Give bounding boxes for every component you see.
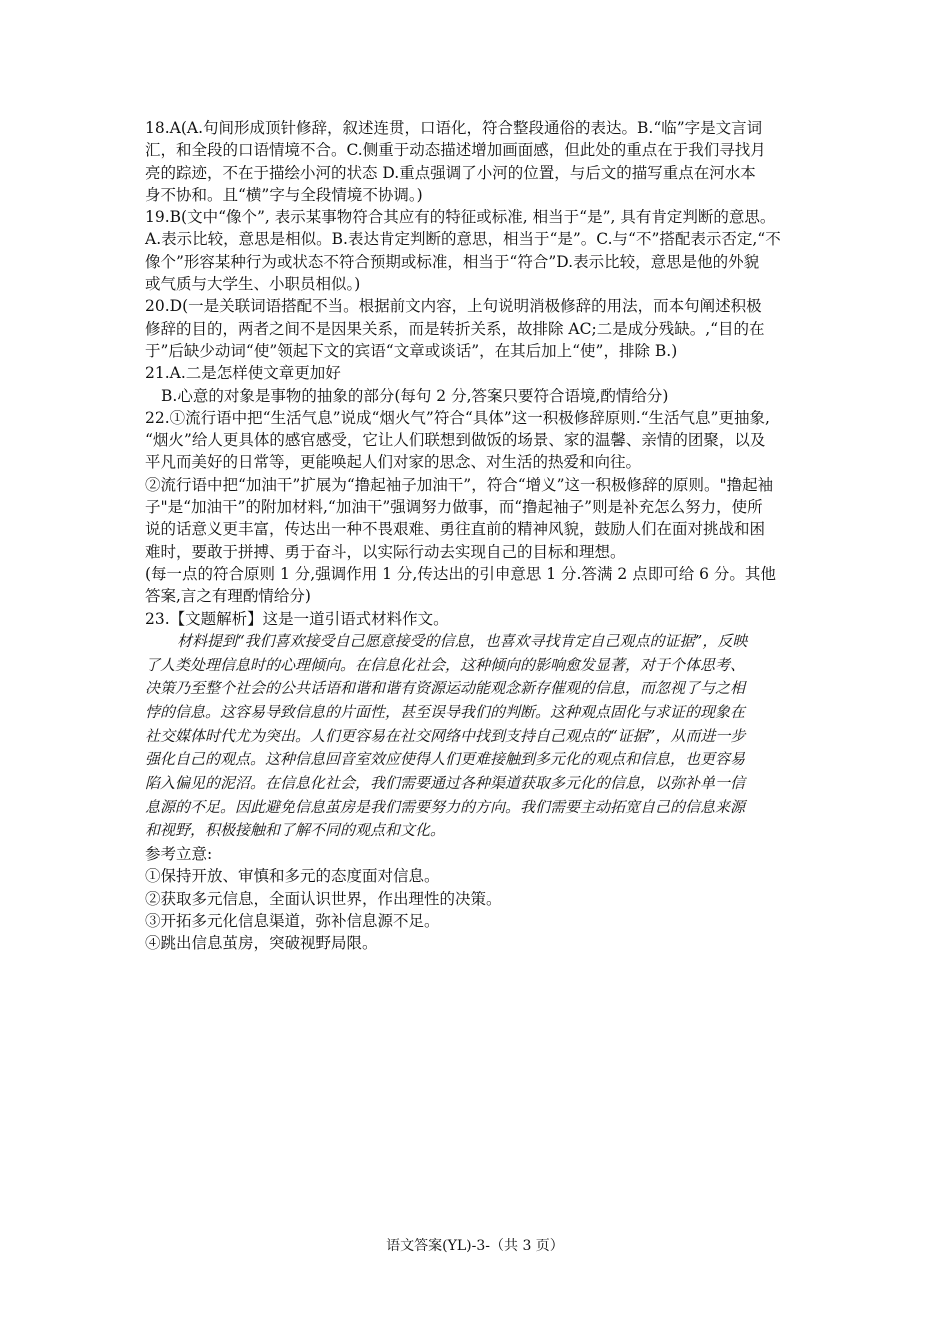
text-line: 亮的踪迹，不在于描绘小河的状态 D.重点强调了小河的位置，与后文的描写重点在河水本: [145, 163, 756, 182]
idea-item: ②获取多元信息，全面认识世界，作出理性的决策。: [145, 889, 502, 908]
text-line: A.表示比较，意思是相似。B.表达肯定判断的意思，相当于“是”。C.与“不”搭配表示否定,“不: [145, 230, 781, 249]
text-line: 平凡而美好的日常等，更能唤起人们对家的思念、对生活的热爱和向往。: [145, 453, 642, 472]
text-line: 息源的不足。因此避免信息茧房是我们需要努力的方向。我们需要主动拓宽自己的信息来源: [145, 797, 746, 816]
text-line: 材料提到“我们喜欢接受自己愿意接受的信息，也喜欢寻找肯定自己观点的证据”，反映: [177, 631, 748, 650]
answer-20: [145, 295, 810, 362]
text-line: 决策乃至整个社会的公共话语和谐和谐有资源运动能观念新存催观的信息，而忽视了与之相: [145, 679, 746, 698]
answer-18: [145, 117, 810, 206]
text-line: 社交媒体时代尤为突出。人们更容易在社交网络中找到支持自己观点的“证据”，从而进一步: [145, 726, 746, 745]
text-line: 悖的信息。这容易导致信息的片面性，甚至误导我们的判断。这种观点固化与求证的现象在: [145, 702, 746, 721]
text-line: 身不协和。且“横”字与全段情境不协调。): [145, 185, 423, 204]
reference-ideas-list: [145, 865, 810, 954]
answer-23: [145, 608, 810, 955]
text-line: (每一点的符合原则 1 分,强调作用 1 分,传达出的引申意思 1 分.答满 2 点即可给 6 分。其他: [145, 564, 776, 583]
answer-19: [145, 206, 810, 295]
text-line: 说的话意义更丰富，传达出一种不畏艰难、勇往直前的精神风貌，鼓励人们在面对挑战和困: [145, 520, 766, 539]
text-line: 汇，和全段的口语情境不合。C.侧重于动态描述增加画面感，但此处的重点在于我们寻找月: [145, 141, 766, 160]
text-line: 像个”形容某种行为或状态不符合预期或标准，相当于“符合”D.表示比较，意思是他的外貌: [145, 252, 760, 271]
text-line: 强化自己的观点。这种信息回音室效应使得人们更难接触到多元化的观点和信息，也更容易: [145, 750, 746, 769]
text-line: ②流行语中把“加油干”扩展为“撸起袖子加油干”，符合“增义”这一积极修辞的原则。"撸起袖: [145, 475, 774, 494]
answer-21: [145, 362, 810, 407]
idea-item: ①保持开放、审慎和多元的态度面对信息。: [145, 867, 440, 886]
text-line: 难时，要敢于拼搏、勇于奋斗，以实际行动去实现自己的目标和理想。: [145, 542, 626, 561]
text-line: 了人类处理信息时的心理倾向。在信息化社会，这种倾向的影响愈发显著，对于个体思考、: [145, 655, 746, 674]
text-line: 20.D(一是关联词语搭配不当。根据前文内容，上句说明消极修辞的用法，而本句阐述积极: [145, 297, 762, 316]
text-line: 21.A.二是怎样使文章更加好: [145, 364, 341, 383]
text-line: B.心意的对象是事物的抽象的部分(每句 2 分,答案只要符合语境,酌情给分): [161, 386, 669, 405]
text-line: 答案,言之有理酌情给分): [145, 587, 311, 606]
idea-item: ③开拓多元化信息渠道，弥补信息源不足。: [145, 912, 440, 931]
text-line: 于”后缺少动词“使”领起下文的宾语“文章或谈话”，在其后加上“使”，排除 B.): [145, 341, 678, 360]
text-line: 19.B(文中“像个”, 表示某事物符合其应有的特征或标准, 相当于“是”, 具有肯定判断的意思。: [145, 208, 776, 227]
reference-ideas-label: 参考立意:: [145, 845, 213, 864]
text-line: 22.①流行语中把“生活气息”说成“烟火气”符合“具体”这一积极修辞原则.“生活气息”更抽象,: [145, 408, 770, 427]
answer-23-header: 23.【文题解析】这是一道引语式材料作文。: [145, 609, 449, 628]
text-line: “烟火”给人更具体的感官感受，它让人们联想到做饭的场景、家的温馨、亲情的团聚，以及: [145, 431, 766, 450]
text-line: 子"是“加油干”的附加材料,“加油干”强调努力做事，而“撸起袖子”则是补充怎么努力，使所: [145, 498, 763, 517]
text-line: 或气质与大学生、小职员相似。): [145, 275, 361, 294]
answer-content: [145, 117, 810, 955]
page-footer: 语文答案(YL)-3-（共 3 页）: [386, 1238, 564, 1254]
text-line: 修辞的目的，两者之间不是因果关系，而是转折关系，故排除 AC;二是成分残缺。,“目的在: [145, 319, 765, 338]
text-line: 18.A(A.句间形成顶针修辞，叙述连贯，口语化，符合整段通俗的表达。B.“临”字是文言词: [145, 119, 763, 137]
text-line: 和视野，积极接触和了解不同的观点和文化。: [145, 821, 446, 840]
idea-item: ④跳出信息茧房，突破视野局限。: [145, 934, 378, 953]
material-analysis: [145, 630, 810, 843]
text-line: 陷入偏见的泥沼。在信息化社会，我们需要通过各种渠道获取多元化的信息，以弥补单一信: [145, 774, 746, 793]
answer-22: [145, 407, 810, 608]
